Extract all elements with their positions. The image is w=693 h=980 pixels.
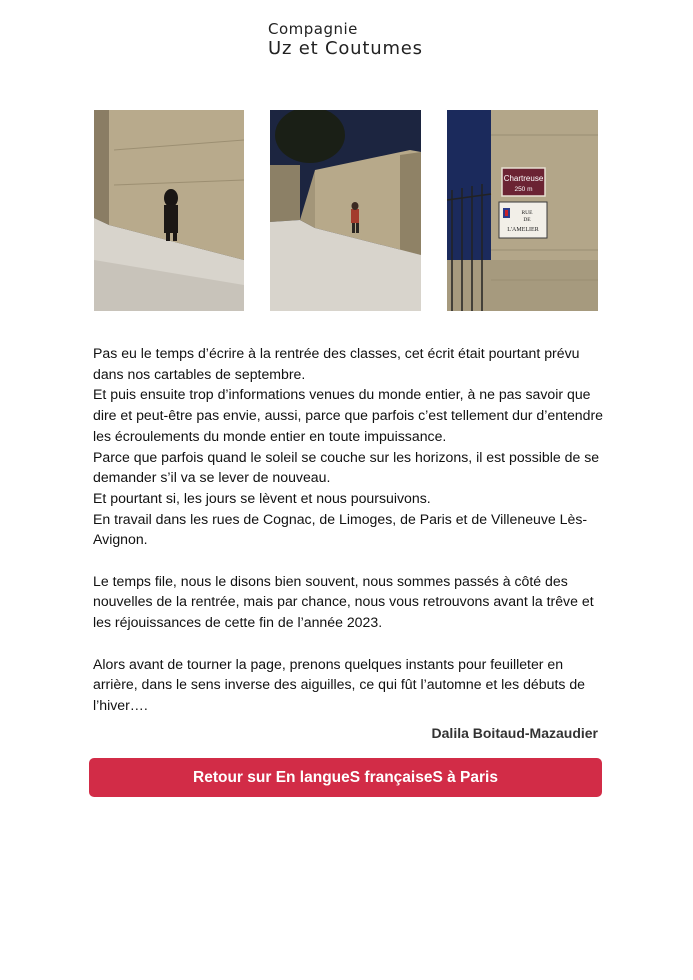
article-paragraph-6: Le temps file, nous le disons bien souvent, nous sommes passés à côté des nouvelles de la rentrée, mais par chance, nous vous retrouvons avant la trêve et les réjouissances de cette fin de l’année 2023. [93, 572, 594, 631]
article-paragraph-2: Et puis ensuite trop d’informations venues du monde entier, à ne pas savoir que dire et peut-être pas envie, aussi, parce que parfois c’est tellement dur d’entendre les écroulements du monde entier en toute impuissance. [93, 386, 604, 444]
logo-line-1: Compagnie [268, 20, 358, 38]
article-paragraph-4: Et pourtant si, les jours se lèvent et nous poursuivons. [93, 489, 431, 506]
article-paragraph-1: Pas eu le temps d’écrire à la rentrée des classes, cet écrit était pourtant prévu dans nos cartables de septembre. [93, 345, 580, 382]
paragraph-spacer [93, 633, 605, 654]
sign-distance-text: 250 m [514, 186, 533, 193]
night-alley-photo [270, 110, 421, 311]
sign-rue-text: RUE [521, 210, 533, 216]
article-paragraph-3: Parce que parfois quand le soleil se couche sur les horizons, il est possible de se demander s’il va se lever de nouveau. [93, 448, 600, 486]
sign-chartreuse-text: Chartreuse [503, 174, 544, 183]
article-paragraph-5: En travail dans les rues de Cognac, de Limoges, de Paris et de Villeneuve Lès-Avignon. [93, 510, 588, 548]
company-logo [268, 20, 438, 60]
author-signature: Dalila Boitaud-Mazaudier [431, 725, 598, 741]
paragraph-spacer [93, 550, 605, 571]
night-street-wall-photo [94, 110, 244, 311]
article-body [93, 343, 605, 716]
sign-de-text: DE [523, 217, 531, 223]
street-signs-photo [447, 110, 598, 311]
article-paragraph-7: Alors avant de tourner la page, prenons quelques instants pour feuilleter en arrière, dans le sens inverse des aiguilles, ce qui fût l’automne et les débuts de l’hiver…. [93, 655, 585, 713]
logo-line-2: Uz et Coutumes [268, 38, 423, 59]
sign-amelier-text: L'AMELIER [507, 227, 539, 233]
back-to-article-button[interactable]: Retour sur En langueS françaiseS à Paris [89, 758, 602, 797]
